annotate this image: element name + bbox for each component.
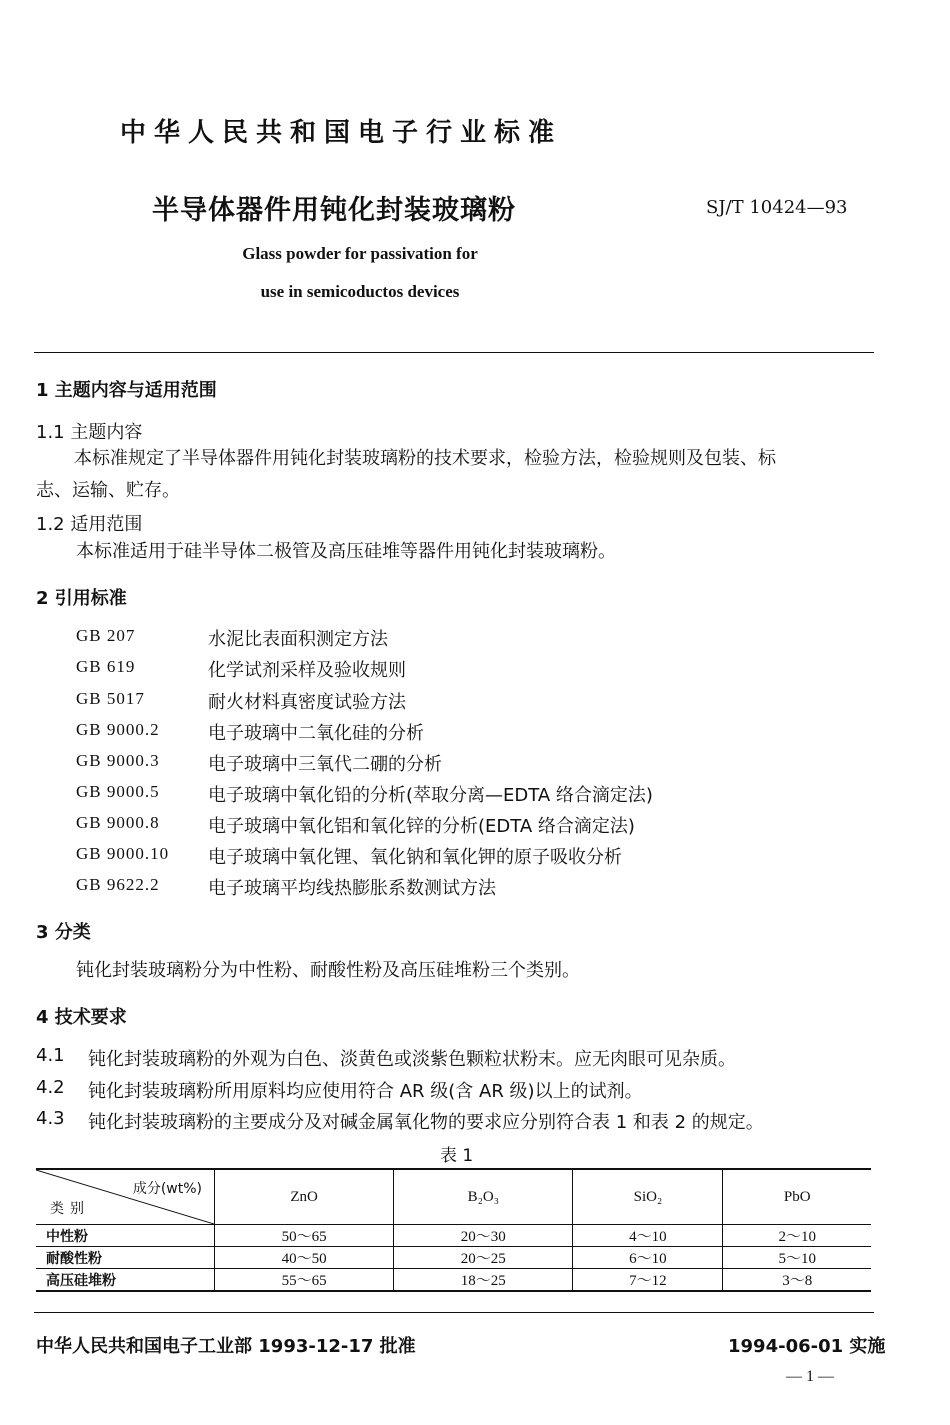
req-text: 钝化封装玻璃粉所用原料均应使用符合 AR 级(含 AR 级)以上的试剂。 <box>88 1081 643 1102</box>
section-1-1-heading: 1.1 主题内容 <box>36 422 143 443</box>
corner-label-composition: 成分(wt%) <box>132 1181 202 1197</box>
ref-code: GB 207 <box>76 626 136 645</box>
ref-code: GB 9622.2 <box>76 875 160 894</box>
table-cell: 50～65 <box>215 1225 394 1247</box>
table-cell: 20～30 <box>394 1225 573 1247</box>
header-divider <box>34 352 874 353</box>
ref-title: 耐火材料真密度试验方法 <box>208 692 406 713</box>
table-cell: 6～10 <box>573 1247 723 1269</box>
section-3-heading: 3 分类 <box>36 922 91 943</box>
section-1-2-heading: 1.2 适用范围 <box>36 514 143 535</box>
ref-title: 化学试剂采样及验收规则 <box>208 660 406 681</box>
section-3-text: 钝化封装玻璃粉分为中性粉、耐酸性粉及高压硅堆粉三个类别。 <box>76 960 580 981</box>
table-cell: 4～10 <box>573 1225 723 1247</box>
table-cell: 20～25 <box>394 1247 573 1269</box>
ref-title: 电子玻璃中氧化锂、氧化钠和氧化钾的原子吸收分析 <box>208 847 622 868</box>
table-row <box>36 1247 871 1269</box>
row-category: 高压硅堆粉 <box>36 1269 215 1292</box>
standard-code: SJ/T 10424—93 <box>706 197 848 218</box>
table-cell: 18～25 <box>394 1269 573 1292</box>
ref-code: GB 5017 <box>76 689 145 708</box>
ref-code: GB 9000.8 <box>76 813 160 832</box>
ref-code: GB 9000.2 <box>76 720 160 739</box>
section-2-heading: 2 引用标准 <box>36 588 127 609</box>
section-1-1-text-line1: 本标准规定了半导体器件用钝化封装玻璃粉的技术要求，检验方法，检验规则及包装、标 <box>74 448 776 469</box>
table-cell: 2～10 <box>723 1225 871 1247</box>
row-category: 耐酸性粉 <box>36 1247 215 1269</box>
column-header: SiO₂ <box>573 1169 723 1225</box>
section-1-2-text: 本标准适用于硅半导体二极管及高压硅堆等器件用钝化封装玻璃粉。 <box>76 541 616 562</box>
ref-title: 电子玻璃中氧化铅的分析(萃取分离—EDTA 络合滴定法) <box>208 785 653 806</box>
column-header: B₂O₃ <box>394 1169 573 1225</box>
table-row <box>36 1225 871 1247</box>
table-cell: 3～8 <box>723 1269 871 1292</box>
corner-label-category: 类别 <box>50 1201 90 1217</box>
table-header-row <box>36 1169 871 1225</box>
approval-line: 中华人民共和国电子工业部 1993-12-17 批准 <box>36 1336 416 1357</box>
ref-code: GB 9000.5 <box>76 782 160 801</box>
section-1-heading: 1 主题内容与适用范围 <box>36 380 217 401</box>
req-text: 钝化封装玻璃粉的主要成分及对碱金属氧化物的要求应分别符合表 1 和表 2 的规定。 <box>88 1112 764 1133</box>
table-cell: 40～50 <box>215 1247 394 1269</box>
req-number: 4.1 <box>36 1045 65 1066</box>
req-number: 4.2 <box>36 1077 65 1098</box>
composition-table <box>36 1168 871 1292</box>
ref-title: 电子玻璃中三氧代二硼的分析 <box>208 754 442 775</box>
req-text: 钝化封装玻璃粉的外观为白色、淡黄色或淡紫色颗粒状粉末。应无肉眼可见杂质。 <box>88 1049 736 1070</box>
ref-code: GB 9000.10 <box>76 844 170 863</box>
row-category: 中性粉 <box>36 1225 215 1247</box>
ref-code: GB 619 <box>76 657 136 676</box>
req-number: 4.3 <box>36 1108 65 1129</box>
page-number: — 1 — <box>786 1368 834 1385</box>
footer-divider <box>34 1312 874 1313</box>
table-cell: 55～65 <box>215 1269 394 1292</box>
table-caption: 表 1 <box>440 1146 474 1166</box>
ref-code: GB 9000.3 <box>76 751 160 770</box>
section-1-1-text-line2: 志、运输、贮存。 <box>36 480 180 501</box>
table-row <box>36 1269 871 1292</box>
standard-title-cn: 半导体器件用钝化封装玻璃粉 <box>152 195 516 226</box>
table-cell: 5～10 <box>723 1247 871 1269</box>
section-4-heading: 4 技术要求 <box>36 1007 127 1028</box>
standard-title-en-line1: Glass powder for passivation for <box>242 244 478 263</box>
agency-title: 中华人民共和国电子行业标准 <box>120 118 563 148</box>
ref-title: 电子玻璃平均线热膨胀系数测试方法 <box>208 878 496 899</box>
effective-date: 1994-06-01 实施 <box>728 1336 886 1357</box>
standard-title-en-line2: use in semicoductos devices <box>260 282 460 301</box>
ref-title: 电子玻璃中二氧化硅的分析 <box>208 723 424 744</box>
table-cell: 7～12 <box>573 1269 723 1292</box>
ref-title: 水泥比表面积测定方法 <box>208 629 388 650</box>
ref-title: 电子玻璃中氧化铝和氧化锌的分析(EDTA 络合滴定法) <box>208 816 635 837</box>
column-header: ZnO <box>215 1169 394 1225</box>
table-corner-cell <box>36 1169 215 1225</box>
column-header: PbO <box>723 1169 871 1225</box>
